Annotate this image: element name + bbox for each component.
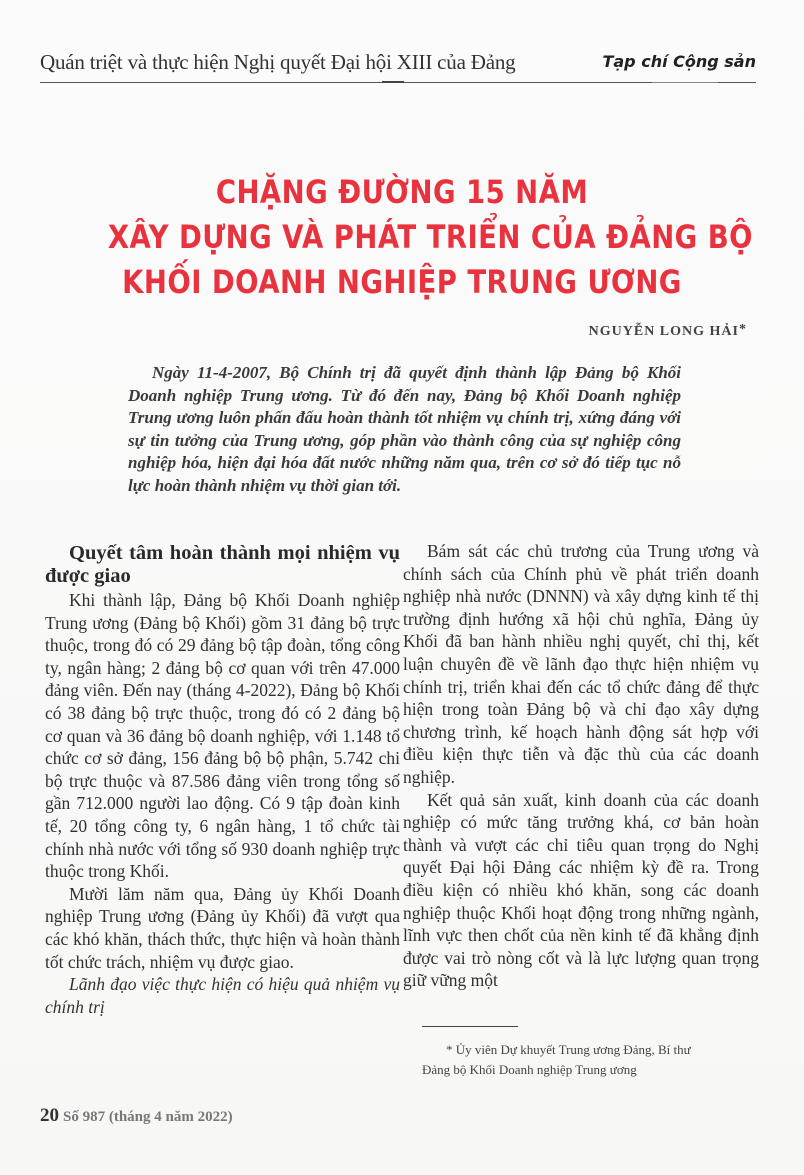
title-line: CHẶNG ĐƯỜNG 15 NĂM <box>215 173 589 211</box>
running-header <box>40 46 756 83</box>
right-column <box>403 540 759 992</box>
author-name: NGUYỄN LONG HẢI <box>588 324 739 339</box>
journal-name: Tạp chí Cộng sản <box>602 52 756 71</box>
header-rule-accent <box>652 82 718 83</box>
footnote-marker: * <box>739 322 747 337</box>
page-number: 20 <box>40 1105 59 1126</box>
section-label: Quán triệt và thực hiện Nghị quyết Đại hội XIII của Đảng <box>40 50 516 74</box>
subsection-heading: Lãnh đạo việc thực hiện có hiệu quả nhiệm vụ chính trị <box>45 974 400 1017</box>
header-rule-accent <box>382 81 404 83</box>
footnote <box>422 1040 762 1080</box>
page-footer <box>40 1105 233 1127</box>
paragraph: Khi thành lập, Đảng bộ Khối Doanh nghiệp Trung ương (Đảng bộ Khối) gồm 31 đảng bộ trực thuộc, trong đó có 29 đảng bộ tập đoàn, tổng công ty, ngân hàng; 2 đảng bộ cơ quan với trên 47.000 đảng viên. Đến nay (tháng 4-2022), Đảng bộ Khối có 38 đảng bộ trực thuộc, trong đó có 2 đảng bộ cơ quan và 36 đảng bộ doanh nghiệp, với 1.148 tổ chức cơ sở đảng, 156 đảng bộ bộ phận, 5.742 chi bộ trực thuộc và 87.586 đảng viên trong tổng số gần 712.000 người lao động. Có 9 tập đoàn kinh tế, 20 tổng công ty, 6 ngân hàng, 1 tổ chức tài chính nhà nước với tổng số 930 doanh nghiệp trực thuộc trong Khối. <box>45 590 400 882</box>
section-heading: Quyết tâm hoàn thành mọi nhiệm vụ được giao <box>45 542 400 587</box>
paragraph: Kết quả sản xuất, kinh doanh của các doanh nghiệp có mức tăng trưởng khá, cơ bản hoàn thành và vượt các chỉ tiêu quan trọng do Nghị quyết Đại hội Đảng các nhiệm kỳ đề ra. Trong điều kiện có nhiều khó khăn, song các doanh nghiệp thuộc Khối hoạt động trong những ngành, lĩnh vực then chốt của nền kinh tế đã khẳng định được vai trò nòng cốt và là lực lượng quan trọng giữ vững một <box>403 789 759 991</box>
title-line: XÂY DỰNG VÀ PHÁT TRIỂN CỦA ĐẢNG BỘ <box>107 218 753 256</box>
footnote-divider <box>422 1026 518 1027</box>
article-lead: Ngày 11-4-2007, Bộ Chính trị đã quyết định thành lập Đảng bộ Khối Doanh nghiệp Trung ương. Từ đó đến nay, Đảng bộ Khối Doanh nghiệp Trung ương luôn phấn đấu hoàn thành tốt nhiệm vụ chính trị, xứng đáng với sự tin tưởng của Trung ương, góp phần vào thành công của sự nghiệp công nghiệp hóa, hiện đại hóa đất nước những năm qua, trên cơ sở đó tiếp tục nỗ lực hoàn thành nhiệm vụ thời gian tới. <box>128 363 681 495</box>
paragraph: Mười lăm năm qua, Đảng ủy Khối Doanh nghiệp Trung ương (Đảng ủy Khối) đã vượt qua các khó khăn, thách thức, thực hiện và hoàn thành tốt chức trách, nhiệm vụ được giao. <box>45 883 400 972</box>
article-title <box>107 170 753 305</box>
paragraph: Bám sát các chủ trương của Trung ương và chính sách của Chính phủ về phát triển doanh nghiệp nhà nước (DNNN) và xây dựng kinh tế thị trường định hướng xã hội chủ nghĩa, Đảng ủy Khối đã ban hành nhiều nghị quyết, chỉ thị, kết luận chuyên đề về lãnh đạo thực hiện nhiệm vụ chính trị, triển khai đến các tổ chức đảng để thực hiện trong toàn Đảng bộ và chỉ đạo xây dựng chương trình, kế hoạch hành động sát hợp với điều kiện thực tiễn và đặc thù của các doanh nghiệp. <box>403 541 759 787</box>
footnote-line: * Ủy viên Dự khuyết Trung ương Đảng, Bí thư <box>446 1042 691 1057</box>
title-line: KHỐI DOANH NGHIỆP TRUNG ƯƠNG <box>122 263 682 301</box>
left-column <box>45 540 400 1018</box>
footnote-line: Đảng bộ Khối Doanh nghiệp Trung ương <box>422 1062 637 1077</box>
issue-info: Số 987 (tháng 4 năm 2022) <box>63 1109 233 1125</box>
author-byline <box>589 324 747 340</box>
